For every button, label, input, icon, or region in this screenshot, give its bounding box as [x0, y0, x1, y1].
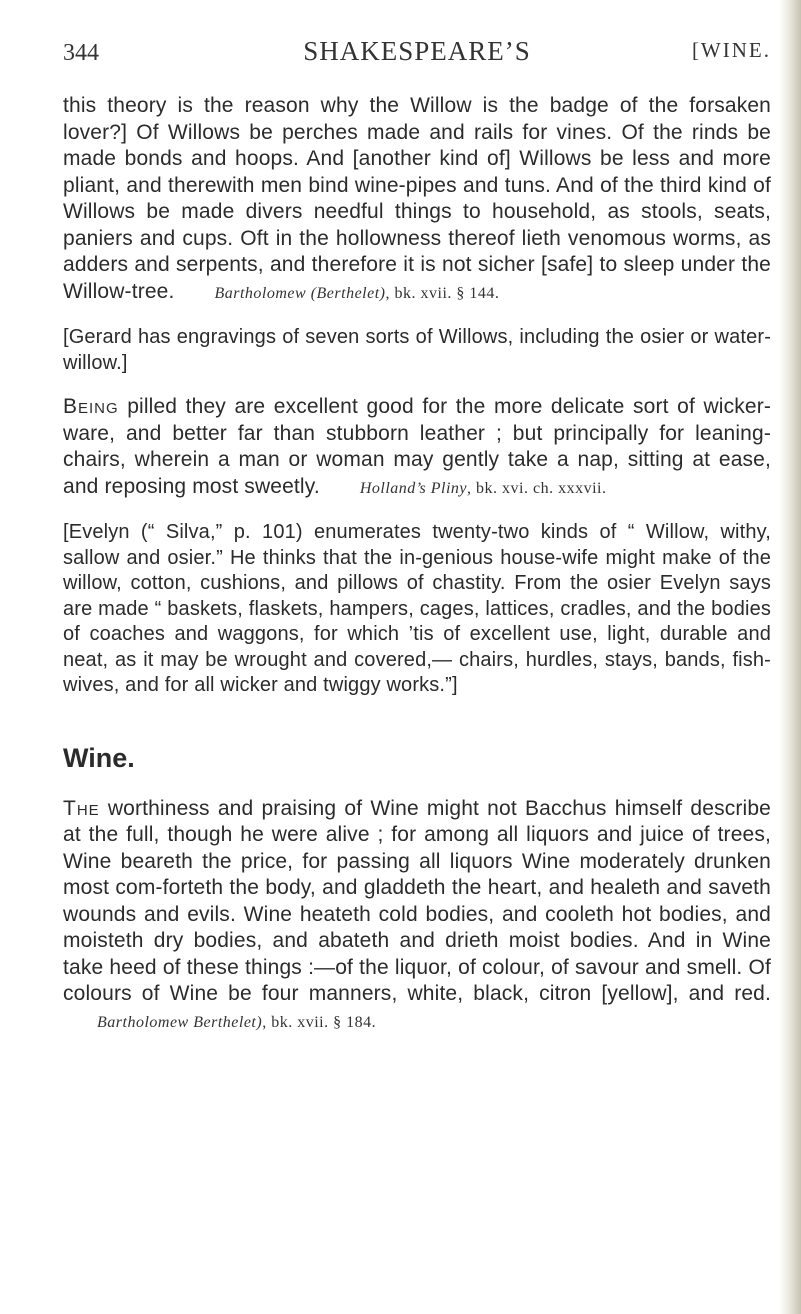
- paragraph-text: [Evelyn (“ Silva,” p. 101) enumerates twenty-two kinds of “ Willow, withy, sallow and osier.” He thinks that the in-genious house-wife might make of the willow, cotton, cushions, and pillows of chastity. From the osier Evelyn says are made “ baskets, flaskets, hampers, cages, lattices, cradles, and the bodies of coaches and waggons, for which ’tis of excellent use, light, durable and neat, as it may be wrought and covered,— chairs, hurdles, stays, bands, fish-wives, and for all wicker and twiggy works.”]: [63, 521, 771, 696]
- paragraph-text: pilled they are excellent good for the more delicate sort of wicker-ware, and better far than stubborn leather ; but principally for leaning-chairs, wherein a man or woman may gently take a nap, sitting at ease, and reposing most sweetly.: [63, 395, 771, 498]
- citation-reference: , bk. xvii. § 184.: [262, 1013, 377, 1031]
- page-edge-shadow: [779, 0, 801, 1314]
- paragraph-evelyn-note: [63, 520, 771, 699]
- paragraph-text: [Gerard has engravings of seven sorts of Willows, including the osier or water-willow.]: [63, 326, 771, 374]
- paragraph-text: this theory is the reason why the Willow is the badge of the forsaken lover?] Of Willows be perches made and rails for vines. Of the rinds be made bonds and hoops. And [another kind of] Willows be less and more pliant, and therewith men bind wine-pipes and tuns. And of the third kind of Willows be made divers needful things to household, as stools, seats, paniers and cups. Oft in the hollowness thereof lieth venomous worms, as adders and serpents, and therefore it is not sicher [safe] to sleep under the Willow-tree.: [63, 94, 771, 303]
- citation: [360, 480, 607, 497]
- citation-publisher: (Berthelet): [310, 284, 386, 302]
- paragraph-willow-uses: [63, 93, 771, 307]
- citation-author: Bartholomew: [214, 284, 307, 302]
- lead-word: The: [63, 796, 100, 820]
- running-title: SHAKESPEARE’S: [303, 36, 531, 66]
- section-label: [WINE.: [691, 38, 771, 62]
- citation-reference: , bk. xvi. ch. xxxvii.: [467, 479, 607, 497]
- citation-author: Bartholomew Berthelet): [97, 1013, 263, 1031]
- paragraph-text: worthiness and praising of Wine might not Bacchus himself describe at the full, though he were alive ; for among all liquors and juice of trees, Wine beareth the price, for passing all liquors Wine moderately drunken most com-forteth the body, and gladdeth the heart, and healeth and saveth wounds and evils. Wine heateth cold bodies, and cooleth hot bodies, and moisteth dry bodies, and abateth and drieth moist bodies. And in Wine take heed of these things :—of the liquor, of colour, of savour and smell. Of colours of Wine be four manners, white, black, citron [yellow], and red.: [63, 796, 771, 1005]
- section-heading: Wine.: [63, 742, 135, 773]
- page-number: 344: [63, 40, 99, 66]
- citation: [97, 1014, 376, 1031]
- paragraph-wine: [63, 796, 771, 1037]
- lead-word: Being: [63, 395, 119, 418]
- paragraph-wicker-ware: [63, 394, 771, 502]
- page-header: [63, 28, 771, 76]
- paragraph-gerard-note: [63, 325, 771, 376]
- citation-reference: , bk. xvii. § 144.: [385, 284, 500, 302]
- citation: [214, 285, 499, 302]
- book-page: [63, 28, 771, 1036]
- citation-author: Holland’s Pliny: [359, 479, 468, 497]
